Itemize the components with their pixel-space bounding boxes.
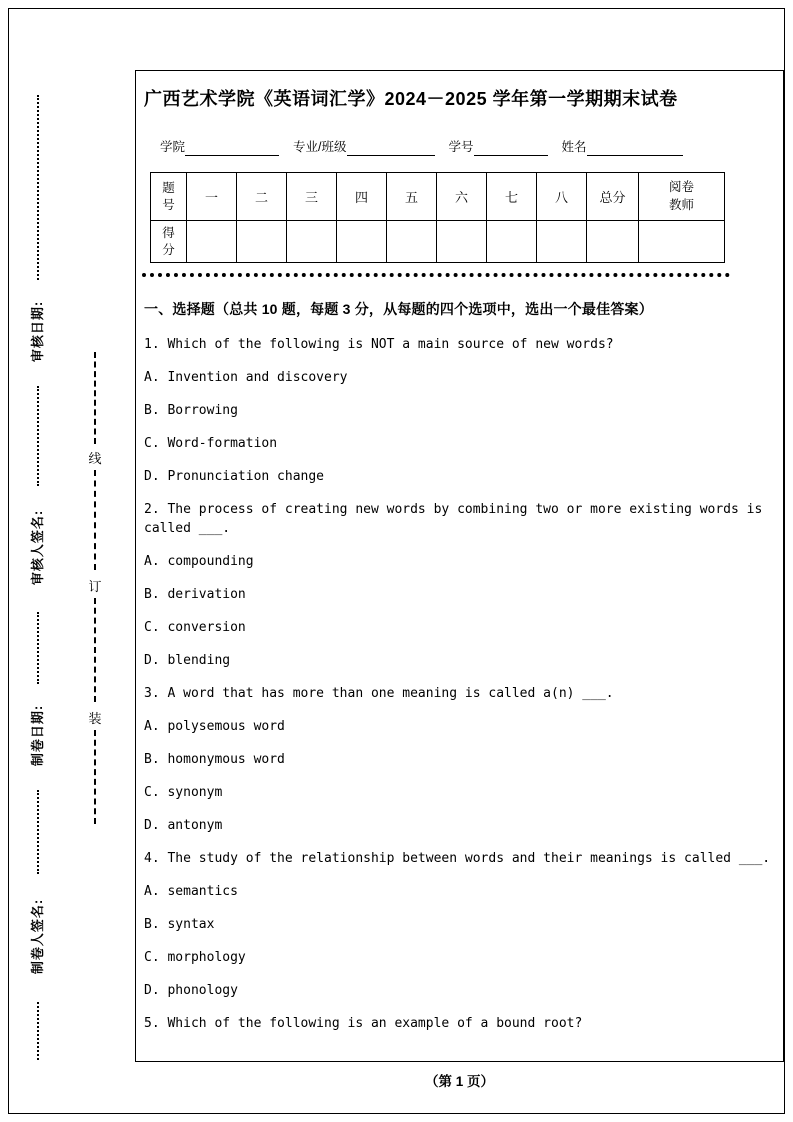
binding-dashed-line — [94, 352, 96, 444]
field-label: 姓名 — [561, 140, 587, 154]
binding-dashed-line — [94, 598, 96, 702]
corner-text: 题号 — [162, 181, 175, 212]
score-cell — [237, 221, 287, 263]
score-column-total: 总分 — [587, 173, 639, 221]
page-number: （第 1 页） — [424, 1074, 494, 1089]
margin-label-paper-date — [22, 684, 52, 786]
margin-label-review-date — [22, 280, 52, 382]
page-title: 广西艺术学院《英语词汇学》2024－2025 学年第一学期期末试卷 — [144, 89, 678, 109]
question-3-text: 3. A word that has more than one meaning is called a(n) ___. — [144, 686, 614, 701]
margin-label-text: 审核日期: — [30, 300, 46, 362]
margin-label-text: 制卷人签名: — [30, 898, 46, 974]
score-table-score-row — [151, 221, 725, 263]
field-label: 学院 — [160, 140, 186, 154]
score-cell — [537, 221, 587, 263]
score-column-grader — [639, 173, 725, 221]
question-1-text: 1. Which of the following is NOT a main source of new words? — [144, 337, 614, 352]
score-table-corner-score — [151, 221, 187, 263]
score-cell — [187, 221, 237, 263]
question-3-option-d: D. antonym — [144, 818, 223, 833]
field-label: 学号 — [448, 140, 474, 154]
score-cell — [487, 221, 537, 263]
score-column-1: 一 — [187, 173, 237, 221]
score-cell — [387, 221, 437, 263]
question-3-option-a: A. polysemous word — [144, 719, 285, 734]
score-cell — [639, 221, 725, 263]
margin-label-reviewer-signature — [22, 486, 52, 608]
question-2-option-c: C. conversion — [144, 620, 246, 635]
field-blank-line — [587, 141, 683, 156]
question-4-option-b: B. syntax — [144, 917, 215, 932]
question-1-option-a: A. Invention and discovery — [144, 370, 348, 385]
score-cell — [437, 221, 487, 263]
score-column-2: 二 — [237, 173, 287, 221]
margin-dotted-line — [37, 95, 39, 280]
question-1-option-b: B. Borrowing — [144, 403, 238, 418]
score-column-7: 七 — [487, 173, 537, 221]
question-1-option-c: C. Word-formation — [144, 436, 278, 451]
grader-text: 阅卷教师 — [668, 180, 694, 212]
margin-dotted-line — [37, 790, 39, 874]
score-column-4: 四 — [337, 173, 387, 221]
section-heading: 一、选择题（总共 10 题，每题 3 分，从每题的四个选项中，选出一个最佳答案） — [144, 301, 653, 317]
score-cell — [337, 221, 387, 263]
student-info-row — [160, 137, 777, 156]
dotted-separator — [142, 273, 730, 277]
corner-text: 得分 — [162, 226, 175, 257]
score-table-header-row — [151, 173, 725, 221]
question-2-option-a: A. compounding — [144, 554, 254, 569]
question-5-text: 5. Which of the following is an example of a bound root? — [144, 1016, 583, 1031]
margin-dotted-line — [37, 612, 39, 684]
question-4-option-d: D. phonology — [144, 983, 238, 998]
field-blank-line — [185, 141, 279, 156]
questions-list — [142, 335, 777, 1033]
field-college — [160, 137, 279, 156]
binding-char-bind: 装 — [88, 711, 102, 726]
content-frame — [135, 70, 784, 1062]
score-column-5: 五 — [387, 173, 437, 221]
field-blank-line — [347, 141, 435, 156]
score-column-8: 八 — [537, 173, 587, 221]
field-student-id — [449, 137, 548, 156]
question-3-option-c: C. synonym — [144, 785, 223, 800]
question-4-option-a: A. semantics — [144, 884, 238, 899]
score-table — [150, 172, 725, 263]
binding-char-staple: 订 — [88, 579, 102, 594]
field-major-class — [293, 137, 434, 156]
question-4-option-c: C. morphology — [144, 950, 246, 965]
question-2-option-b: B. derivation — [144, 587, 246, 602]
question-1-option-d: D. Pronunciation change — [144, 469, 325, 484]
score-column-3: 三 — [287, 173, 337, 221]
score-column-6: 六 — [437, 173, 487, 221]
question-3-option-b: B. homonymous word — [144, 752, 285, 767]
field-name — [562, 137, 683, 156]
score-cell — [287, 221, 337, 263]
question-2-text: 2. The process of creating new words by combining two or more existing words is called ___. — [144, 502, 763, 536]
question-2-option-d: D. blending — [144, 653, 231, 668]
margin-dotted-line — [37, 1002, 39, 1060]
binding-dashed-line — [94, 730, 96, 824]
binding-dashed-line — [94, 470, 96, 570]
field-blank-line — [474, 141, 548, 156]
margin-label-papermaker-signature — [22, 874, 52, 998]
margin-dotted-line — [37, 386, 39, 486]
binding-char-line: 线 — [88, 451, 102, 466]
margin-label-text: 制卷日期: — [30, 704, 46, 766]
question-4-text: 4. The study of the relationship between words and their meanings is called ___. — [144, 851, 771, 866]
score-cell — [587, 221, 639, 263]
score-table-corner-question-no — [151, 173, 187, 221]
field-label: 专业/班级 — [293, 140, 347, 154]
margin-label-text: 审核人签名: — [30, 509, 46, 585]
